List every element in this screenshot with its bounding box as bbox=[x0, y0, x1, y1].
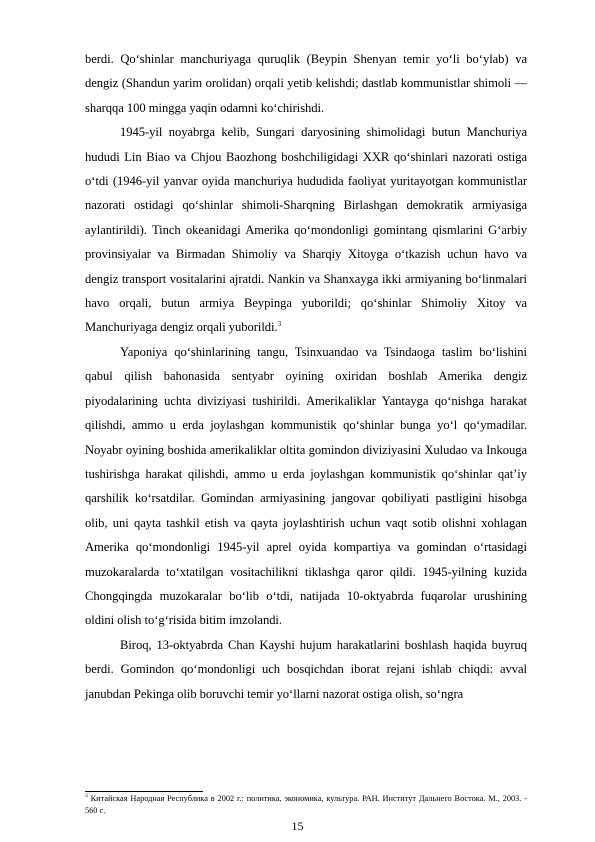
footnote bbox=[85, 793, 527, 817]
paragraph-3: Yaponiya qo‘shinlarining tangu, Tsinxuandao va Tsindaoga taslim bo‘lishini qabul qilish bahonasida sentyabr oyining oxiridan boshlab Amerika dengiz piyodalarining uchta diviziyasi tushirildi. Amerikaliklar Yantayga qo‘nishga harakat qilishdi, ammo u erda joylashgan kommunistik qo‘shinlar bunga yo‘l qo‘ymadilar. Noyabr oyining boshida amerikaliklar oltita gomindon diviziyasini Xuludao va Inkouga tushirishga harakat qilishdi, ammo u erda joylashgan kommunistik qo‘shinlar qat’iy qarshilik ko‘rsatdilar. Gomindan armiyasining jangovar qobiliyati pastligini hisobga olib, uni qayta tashkil etish va qayta joylashtirish uchun vaqt sotib olishni xohlagan Amerika qo‘mondonligi 1945-yil aprel oyida kompartiya va gomindan o‘rtasidagi muzokaralarda to‘xtatilgan vositachilikni tiklashga qaror qildi. 1945-yilning kuzida Chongqingda muzokaralar bo‘lib o‘tdi, natijada 10-oktyabrda fuqarolar urushining oldini olish to‘g‘risida bitim imzolandi. bbox=[85, 344, 527, 628]
paragraph-4: Biroq, 13-oktyabrda Chan Kayshi hujum harakatlarini boshlash haqida buyruq berdi. Gomindon qo‘mondonligi uch bosqichdan iborat rejani ishlab chiqdi: avval janubdan Pekinga olib boruvchi temir yo‘llarni nazorat ostiga olish, so‘ngra bbox=[85, 637, 527, 701]
main-text bbox=[85, 47, 527, 706]
paragraph-2: 1945-yil noyabrga kelib, Sungari daryosining shimolidagi butun Manchuriya hududi Lin Biao va Chjou Baozhong boshchiligidagi XXR qo‘shinlari nazorati ostiga o‘tdi (1946-yil yanvar oyida manchuriya hududida faoliyat yuritayotgan kommunistlar nazorati ostidagi qo‘shinlar shimoli-Sharqning Birlashgan demokratik armiyasiga aylantirildi). Tinch okeanidagi Amerika qo‘mondonligi gomintang qismlarini G‘arbiy provinsiyalar va Birmadan Shimoliy va Sharqiy Xitoyga o‘tkazish uchun havo va dengiz transport vositalarini ajratdi. Nankin va Shanxayga ikki armiyaning bo‘linmalari havo orqali, butun armiya Beypinga yuborildi; qo‘shinlar Shimoliy Xitoy va Manchuriyaga dengiz orqali yuborildi.$^3$ bbox=[85, 125, 527, 335]
footnote-text: Китайская Народная Республика в 2002 г.: политика, экономика, культура. РАН. Институт Дальнего Востока. М., 2003. - 560 с. bbox=[85, 794, 527, 815]
paragraph-1: berdi. Qo‘shinlar manchuriyaga quruqlik (Beypin Shenyan temir yo‘li bo‘ylab) va dengiz (Shandun yarim orolidan) orqali yetib kelishdi; dastlab kommunistlar shimoli — sharqqa 100 mingga yaqin odamni ko‘chirishdi. bbox=[85, 52, 527, 115]
page-number: 15 bbox=[291, 819, 304, 833]
footnote-number: 3 bbox=[85, 793, 88, 800]
footnote-reference[interactable]: 3 bbox=[277, 320, 282, 329]
footnote-separator bbox=[85, 791, 203, 792]
